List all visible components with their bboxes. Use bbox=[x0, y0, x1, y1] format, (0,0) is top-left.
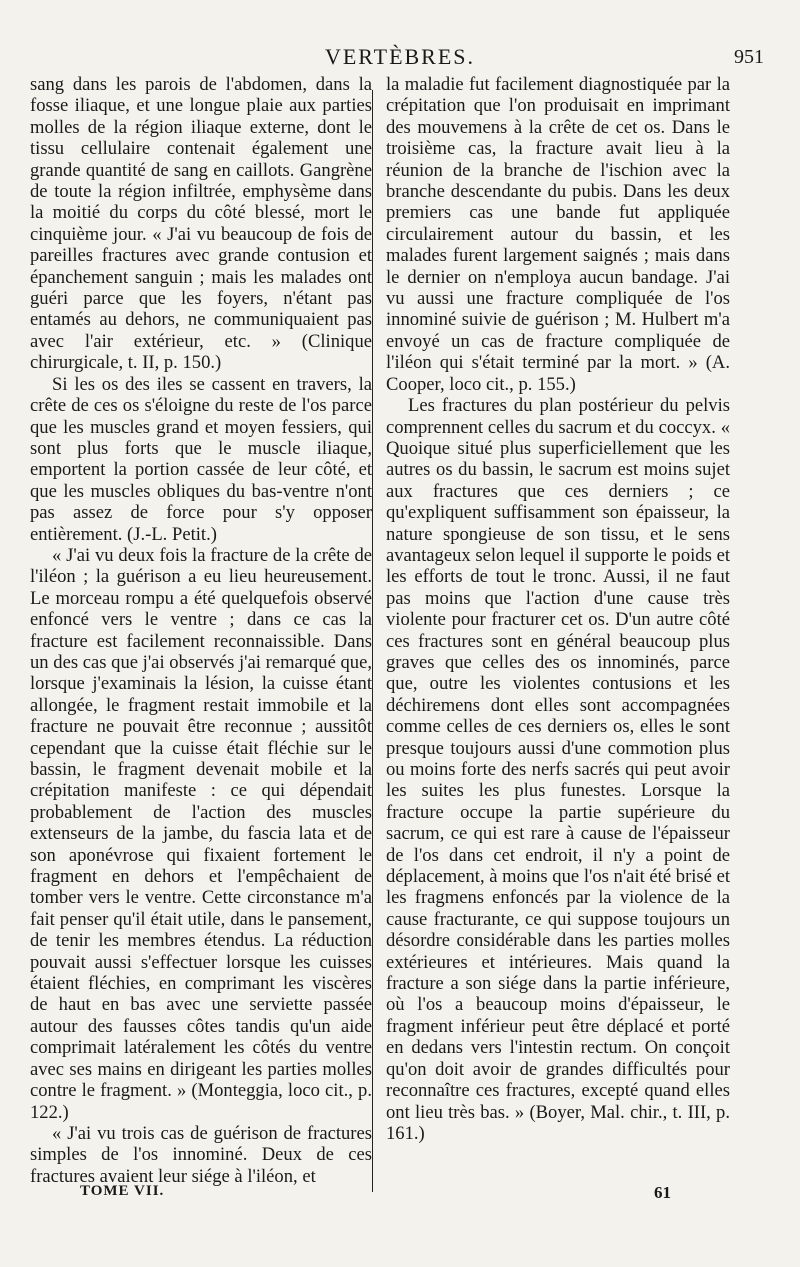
paragraph: « J'ai vu trois cas de guérison de fractures simples de l'os innominé. Deux de ces fractures avaient leur siége à l'iléon, et bbox=[30, 1122, 372, 1187]
volume-label: TOME VII. bbox=[80, 1183, 165, 1199]
paragraph: sang dans les parois de l'abdomen, dans la fosse iliaque, et une longue plaie aux parties molles de la région iliaque externe, dont le tissu cellulaire contenait également une grande quantité de sang en caillots. Gangrène de toute la région infiltrée, emphysème dans la moitié du corps du côté blessé, mort le cinquième jour. « J'ai vu beaucoup de fois de pareilles fractures avec grande contusion et épanchement sanguin ; mais les malades ont guéri parce que les foyers, n'étant pas entamés au dehors, ne communiquaient pas avec l'air extérieur, etc. » (Clinique chirurgicale, t. II, p. 150.) bbox=[30, 74, 372, 374]
column-divider bbox=[372, 90, 373, 1192]
right-column bbox=[386, 74, 730, 1144]
running-title: VERTÈBRES. bbox=[324, 44, 476, 69]
paragraph: la maladie fut facilement diagnostiquée par la crépitation que l'on produisait en imprimant des mouvemens à la crête de cet os. Dans le troisième cas, la fracture avait lieu à la réunion de la branche de l'ischion avec la branche descendante du pubis. Dans les deux premiers cas une bande fut appliquée circulairement autour du bassin, et les malades furent largement saignés ; mais dans le dernier on n'employa aucun bandage. J'ai vu aussi une fracture compliquée de l'os innominé suivie de guérison ; M. Hulbert m'a envoyé un cas de fracture compliquée de l'iléon qui s'était terminé par la mort. » (A. Cooper, loco cit., p. 155.) bbox=[386, 74, 730, 395]
page-footer bbox=[30, 1183, 770, 1207]
left-column bbox=[30, 74, 372, 1187]
page-header bbox=[30, 44, 770, 76]
paragraph: Les fractures du plan postérieur du pelvis comprennent celles du sacrum et du coccyx. « Quoique situé plus superficiellement que les autres os du bassin, le sacrum est moins sujet aux fractures que ces derniers ; ce qu'expliquent suffisamment son épaisseur, la nature spongieuse de son tissu, et le sens avantageux selon lequel il supporte le poids et les efforts de tout le tronc. Aussi, il ne faut pas moins que l'action d'une cause très violente pour fracturer cet os. D'un autre côté ces fractures sont en général beaucoup plus graves que celles des os innominés, parce que, outre les violentes contusions et les déchiremens dont elles sont accompagnées comme celles de ces derniers os, elles le sont presque toujours aussi d'une commotion plus ou moins forte des nerfs sacrés qui peut avoir les suites les plus funestes. Lorsque la fracture occupe la partie supérieure du sacrum, ce qui est rare à cause de l'épaisseur de l'os dans cet endroit, il n'y a point de déplacement, à moins que l'os n'ait été brisé et les fragmens enfoncés par la violence de la cause fracturante, ce qui suppose toujours un désordre considérable dans les parties molles extérieures et intérieures. Mais quand la fracture a son siége dans la partie inférieure, où l'os a beaucoup moins d'épaisseur, le fragment inférieur peut être déplacé et porté en dedans vers l'intestin rectum. On conçoit qu'on doit avoir de grandes difficultés pour reconnaître ces fractures, excepté quand elles ont lieu très bas. » (Boyer, Mal. chir., t. III, p. 161.) bbox=[386, 395, 730, 1144]
paragraph: « J'ai vu deux fois la fracture de la crête de l'iléon ; la guérison a eu lieu heureusement. Le morceau rompu a été quelquefois observé enfoncé vers le ventre ; dans ce cas la fracture est facilement reconnaissible. Dans un des cas que j'ai observés j'ai remarqué que, lorsque j'examinais la lésion, la cuisse étant allongée, le fragment restait immobile et la fracture ne pouvait être reconnue ; aussitôt cependant que la cuisse était fléchie sur le bassin, le fragment devenait mobile et la crépitation manifeste : ce qui dépendait probablement de l'action des muscles extenseurs de la jambe, du fascia lata et de son aponévrose qui fixaient fortement le fragment en dehors et l'empêchaient de tomber vers le ventre. Cette circonstance m'a fait penser qu'il était utile, dans le pansement, de tenir les membres étendus. La réduction pouvait aussi s'effectuer lorsque les cuisses étaient fléchies, en comprimant les viscères de haut en bas avec une serviette passée autour des fausses côtes tandis qu'un aide comprimait latéralement les côtés du ventre avec ses mains en dirigeant les parties molles contre le fragment. » (Monteggia, loco cit., p. 122.) bbox=[30, 544, 372, 1123]
signature-mark: 61 bbox=[654, 1183, 671, 1202]
paragraph: Si les os des iles se cassent en travers, la crête de ces os s'éloigne du reste de l'os parce que les muscles grand et moyen fessiers, qui sont plus forts que le muscle iliaque, emportent la portion cassée de leur côté, et que les muscles obliques du bas-ventre n'ont pas assez de force pour s'y opposer entièrement. (J.-L. Petit.) bbox=[30, 373, 372, 545]
page-number: 951 bbox=[734, 46, 764, 68]
